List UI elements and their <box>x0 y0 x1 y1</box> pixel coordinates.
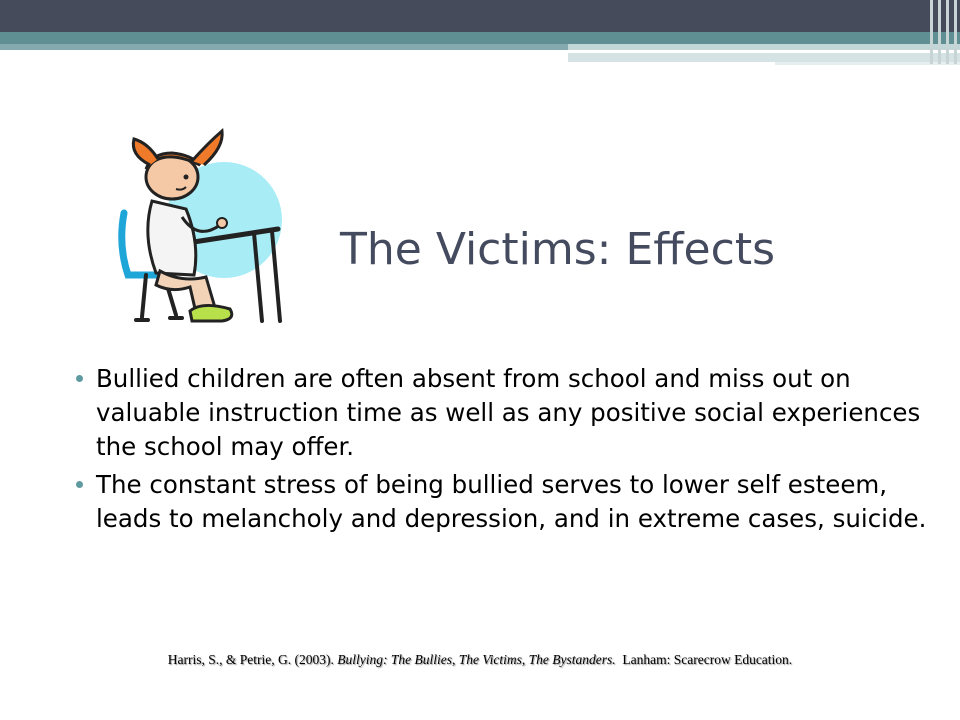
bullet-item <box>74 362 934 464</box>
citation-book-title: Bullying: The Bullies, The Victims, The Bystanders. <box>337 652 616 667</box>
girl-writing-at-desk-icon <box>112 125 292 330</box>
header-bar-teal <box>0 32 960 44</box>
bullet-dot-icon <box>76 375 83 382</box>
header-bar-dark <box>0 0 960 32</box>
citation-authors: Harris, S., & Petrie, G. (2003). <box>167 652 338 667</box>
citation-publisher: Lanham: Scarecrow Education. <box>615 652 793 667</box>
bullet-list <box>74 362 934 540</box>
header-vertical-stripes <box>926 0 960 64</box>
citation <box>0 652 960 668</box>
header-bar-teal-light <box>0 44 568 50</box>
bullet-text: Bullied children are often absent from school and miss out on valuable instruction time as well as any positive social experiences the school may offer. <box>96 364 921 461</box>
bullet-dot-icon <box>76 481 83 488</box>
bullet-text: The constant stress of being bullied serves to lower self esteem, leads to melancholy and depression, and in extreme cases, suicide. <box>96 470 927 533</box>
bullet-item <box>74 468 934 536</box>
slide-title: The Victims: Effects <box>340 224 775 275</box>
header-bar-pale <box>568 53 960 62</box>
